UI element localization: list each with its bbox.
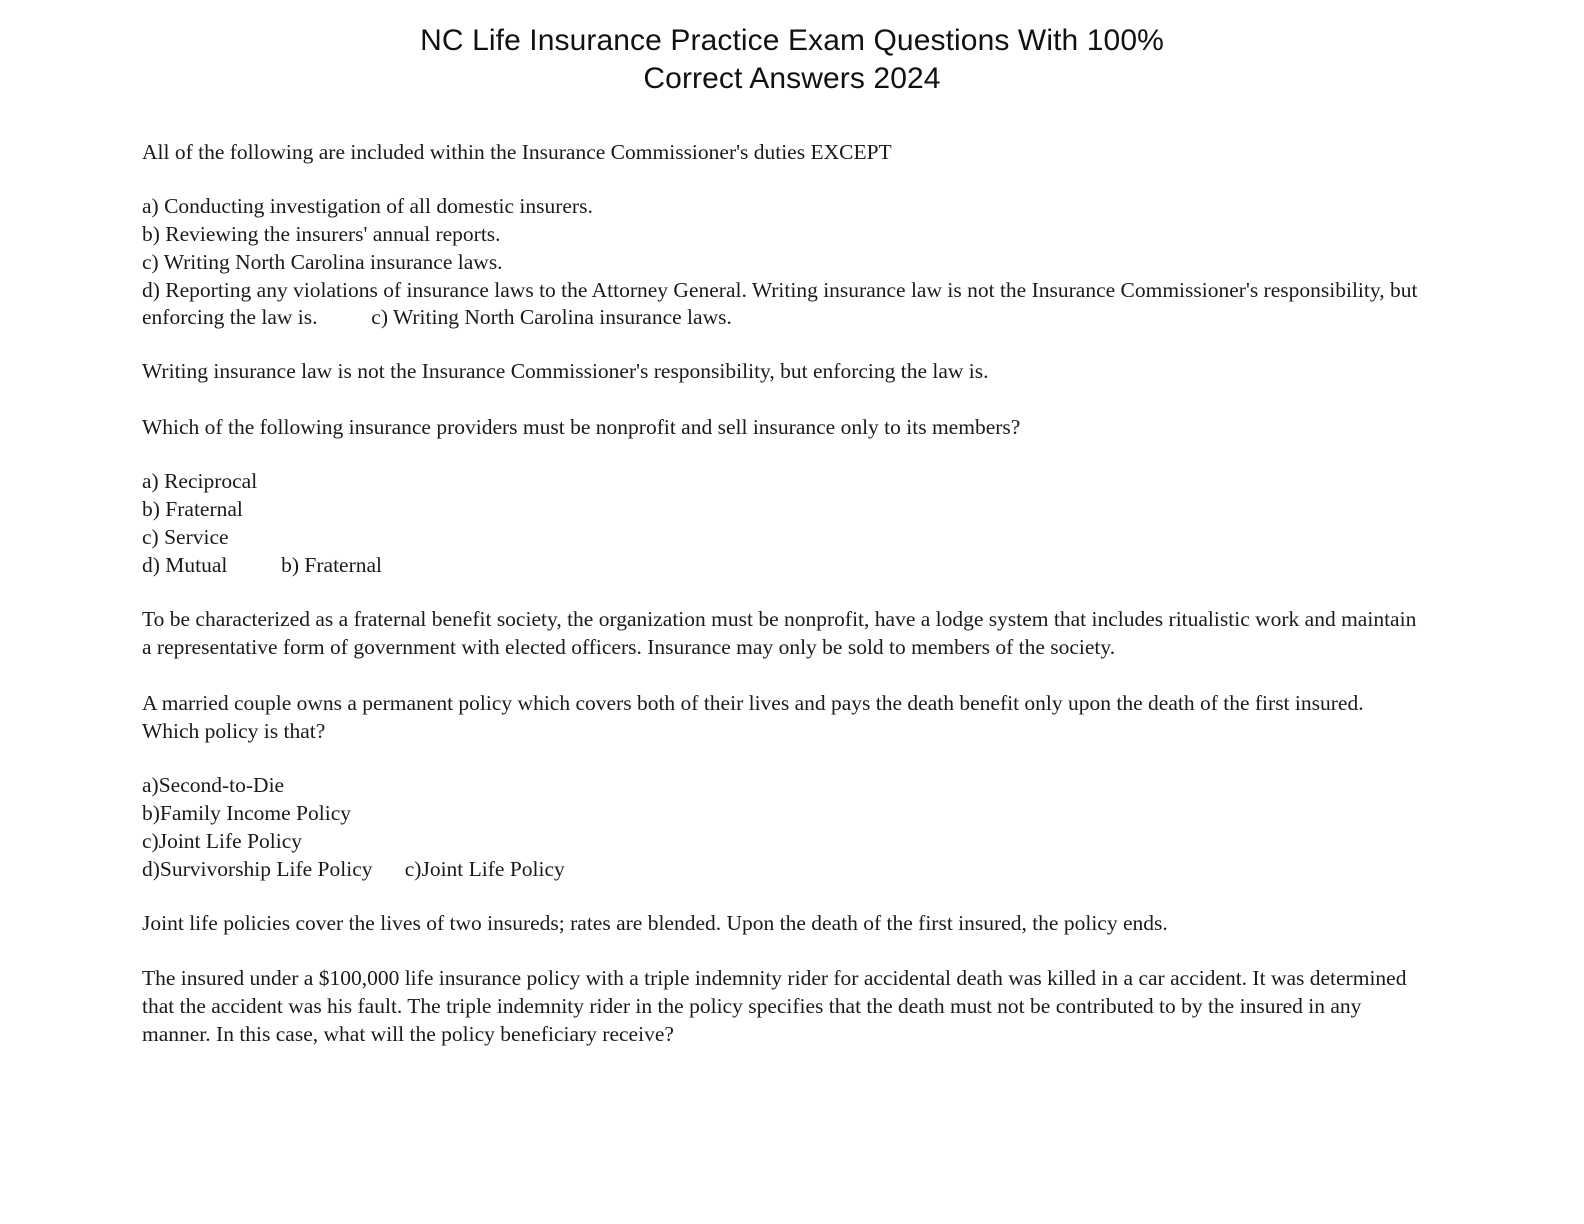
question-1-stem: All of the following are included within the Insurance Commissioner's duties EXCEPT [142,139,892,164]
option-item: b)Family Income Policy [142,800,351,825]
option-item: d) Mutual b) Fraternal [142,553,383,578]
page-title-line-2: Correct Answers 2024 [643,62,941,96]
spacer [142,386,1424,414]
question-2-stem: Which of the following insurance providers must be nonprofit and sell insurance only to its members? [142,415,1021,440]
page-title-line-1: NC Life Insurance Practice Exam Questions With 100% [420,24,1164,57]
question-3-stem: A married couple owns a permanent policy which covers both of their lives and pays the death benefit only upon the death of the first insured. Which policy is that? [142,690,1364,743]
spacer [142,884,1424,910]
option-item: b) Fraternal [142,497,243,522]
option-item: c) Writing North Carolina insurance laws. [142,249,503,274]
spacer [142,580,1424,606]
spacer [142,937,1424,965]
option-item: a) Reciprocal [142,469,258,494]
spacer [142,662,1424,690]
question-3-explanation: Joint life policies cover the lives of two insureds; rates are blended. Upon the death of the first insured, the policy ends. [142,910,1168,935]
question-2-explanation: To be characterized as a fraternal benefit society, the organization must be nonprofit, have a lodge system that includes ritualistic work and maintain a representative form of government with elected officers. Insurance may only be sold to members of the society. [142,607,1417,659]
option-item: a) Conducting investigation of all domestic insurers. [142,193,593,218]
question-4-stem: The insured under a $100,000 life insurance policy with a triple indemnity rider for accidental death was killed in a car accident. It was determined that the accident was his fault. The triple indemnity rider in the policy specifies that the death must not be contributed to by the insured in any manner. In this case, what will the policy beneficiary receive? [142,966,1407,1047]
spacer [142,167,1424,193]
spacer [142,332,1424,358]
spacer [142,442,1424,468]
option-item: c) Service [142,525,229,550]
option-item: a)Second-to-Die [142,772,285,797]
option-item: c)Joint Life Policy [142,828,303,853]
option-item: b) Reviewing the insurers' annual reports. [142,221,501,246]
question-1-explanation: Writing insurance law is not the Insurance Commissioner's responsibility, but enforcing the law is. [142,359,989,384]
spacer [142,746,1424,772]
option-item: d) Reporting any violations of insurance laws to the Attorney General. Writing insurance law is not the Insurance Commissioner's responsibility, but enforcing the law is. c) Writing North Carolina insurance laws. [142,277,1423,330]
option-item: d)Survivorship Life Policy c)Joint Life Policy [142,856,565,881]
document-body [0,139,1584,1050]
question-3-options [142,772,1424,884]
question-1-options [142,193,1424,333]
page-title [242,22,1342,99]
title-spacer [0,99,1584,139]
question-2-options [142,468,1424,580]
